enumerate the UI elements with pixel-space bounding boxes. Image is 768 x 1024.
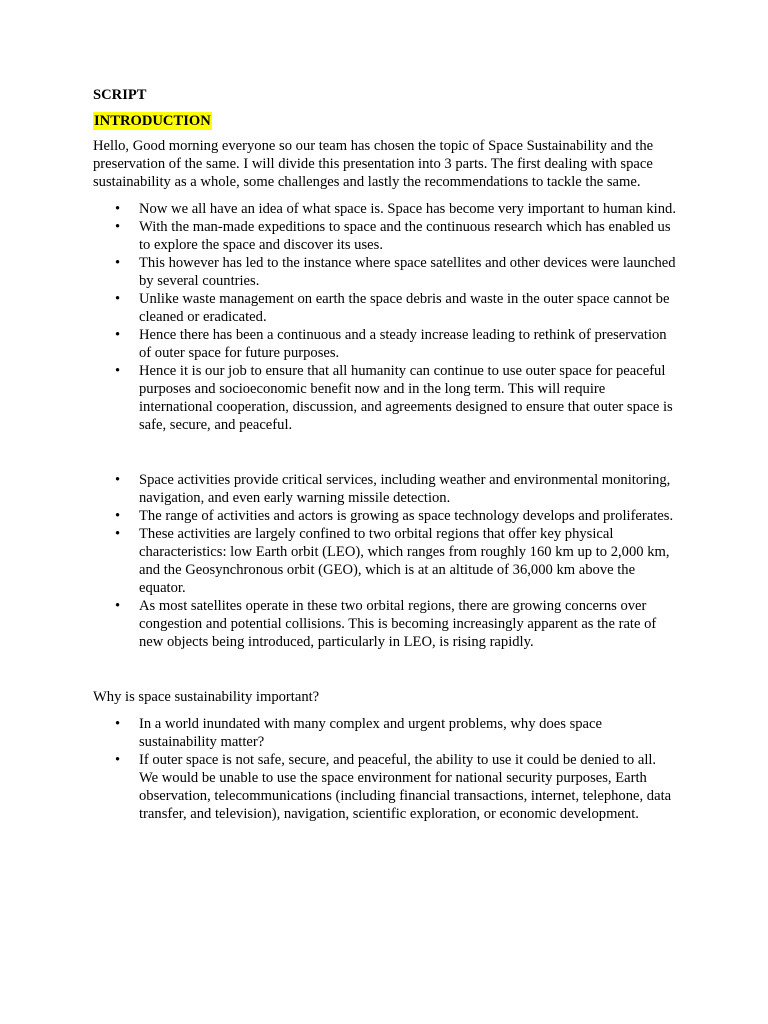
list-item-text: If outer space is not safe, secure, and peaceful, the ability to use it could be denied to all. We would be unable to use the space environment for national security purposes, Earth observation, telecommunications (including financial transactions, internet, telephone, data transfer, and television), navigation, scientific exploration, or economic development. (139, 752, 672, 822)
list-item-text: Hence there has been a continuous and a steady increase leading to rethink of preservation of outer space for future purposes. (139, 327, 667, 361)
spacer (93, 434, 678, 471)
list-item (93, 507, 678, 525)
bullet-list-intro (93, 200, 678, 434)
list-item-text: The range of activities and actors is growing as space technology develops and proliferates. (139, 508, 674, 524)
intro-paragraph: Hello, Good morning everyone so our team has chosen the topic of Space Sustainability and the preservation of the same. I will divide this presentation into 3 parts. The first dealing with space sustainability as a whole, some challenges and lastly the recommendations to tackle the same. (93, 138, 654, 190)
list-item (93, 751, 678, 823)
list-item (93, 525, 678, 597)
bullet-icon: • (115, 291, 121, 307)
list-item (93, 471, 678, 507)
list-item-text: Hence it is our job to ensure that all humanity can continue to use outer space for peaceful purposes and socioeconomic benefit now and in the long term. This will require international cooperation, discussion, and agreements designed to ensure that outer space is safe, secure, and peaceful. (139, 363, 673, 433)
list-item (93, 715, 678, 751)
bullet-icon: • (115, 363, 121, 379)
bullet-icon: • (115, 716, 121, 732)
bullet-icon: • (115, 508, 121, 524)
list-item-text: Unlike waste management on earth the space debris and waste in the outer space cannot be cleaned or eradicated. (139, 291, 670, 325)
list-item (93, 200, 678, 218)
list-item-text: In a world inundated with many complex and urgent problems, why does space sustainability matter? (139, 716, 602, 750)
list-item (93, 362, 678, 434)
document-page (93, 86, 678, 823)
list-item (93, 254, 678, 290)
bullet-icon: • (115, 219, 121, 235)
list-item-text: These activities are largely confined to two orbital regions that offer key physical characteristics: low Earth orbit (LEO), which ranges from roughly 160 km up to 2,000 km, and the Geosynchronous orbit (GEO), which is at an altitude of 36,000 km above the equator. (139, 526, 670, 596)
bullet-icon: • (115, 201, 121, 217)
bullet-icon: • (115, 598, 121, 614)
bullet-icon: • (115, 526, 121, 542)
list-item-text: This however has led to the instance where space satellites and other devices were launched by several countries. (139, 255, 676, 289)
spacer (93, 651, 678, 688)
list-item-text: Now we all have an idea of what space is. Space has become very important to human kind. (139, 201, 676, 217)
list-item-text: With the man-made expeditions to space and the continuous research which has enabled us to explore the space and discover its uses. (139, 219, 671, 253)
bullet-icon: • (115, 255, 121, 271)
list-item (93, 326, 678, 362)
bullet-list-activities (93, 471, 678, 651)
section-heading-introduction: INTRODUCTION (94, 113, 211, 129)
bullet-icon: • (115, 472, 121, 488)
bullet-icon: • (115, 752, 121, 768)
bullet-list-importance (93, 715, 678, 823)
section-question: Why is space sustainability important? (93, 689, 320, 705)
list-item-text: As most satellites operate in these two orbital regions, there are growing concerns over congestion and potential collisions. This is becoming increasingly apparent as the rate of new objects being introduced, particularly in LEO, is rising rapidly. (139, 598, 657, 650)
list-item-text: Space activities provide critical services, including weather and environmental monitoring, navigation, and even early warning missile detection. (139, 472, 671, 506)
list-item (93, 218, 678, 254)
bullet-icon: • (115, 327, 121, 343)
list-item (93, 597, 678, 651)
list-item (93, 290, 678, 326)
document-title: SCRIPT (93, 87, 147, 103)
